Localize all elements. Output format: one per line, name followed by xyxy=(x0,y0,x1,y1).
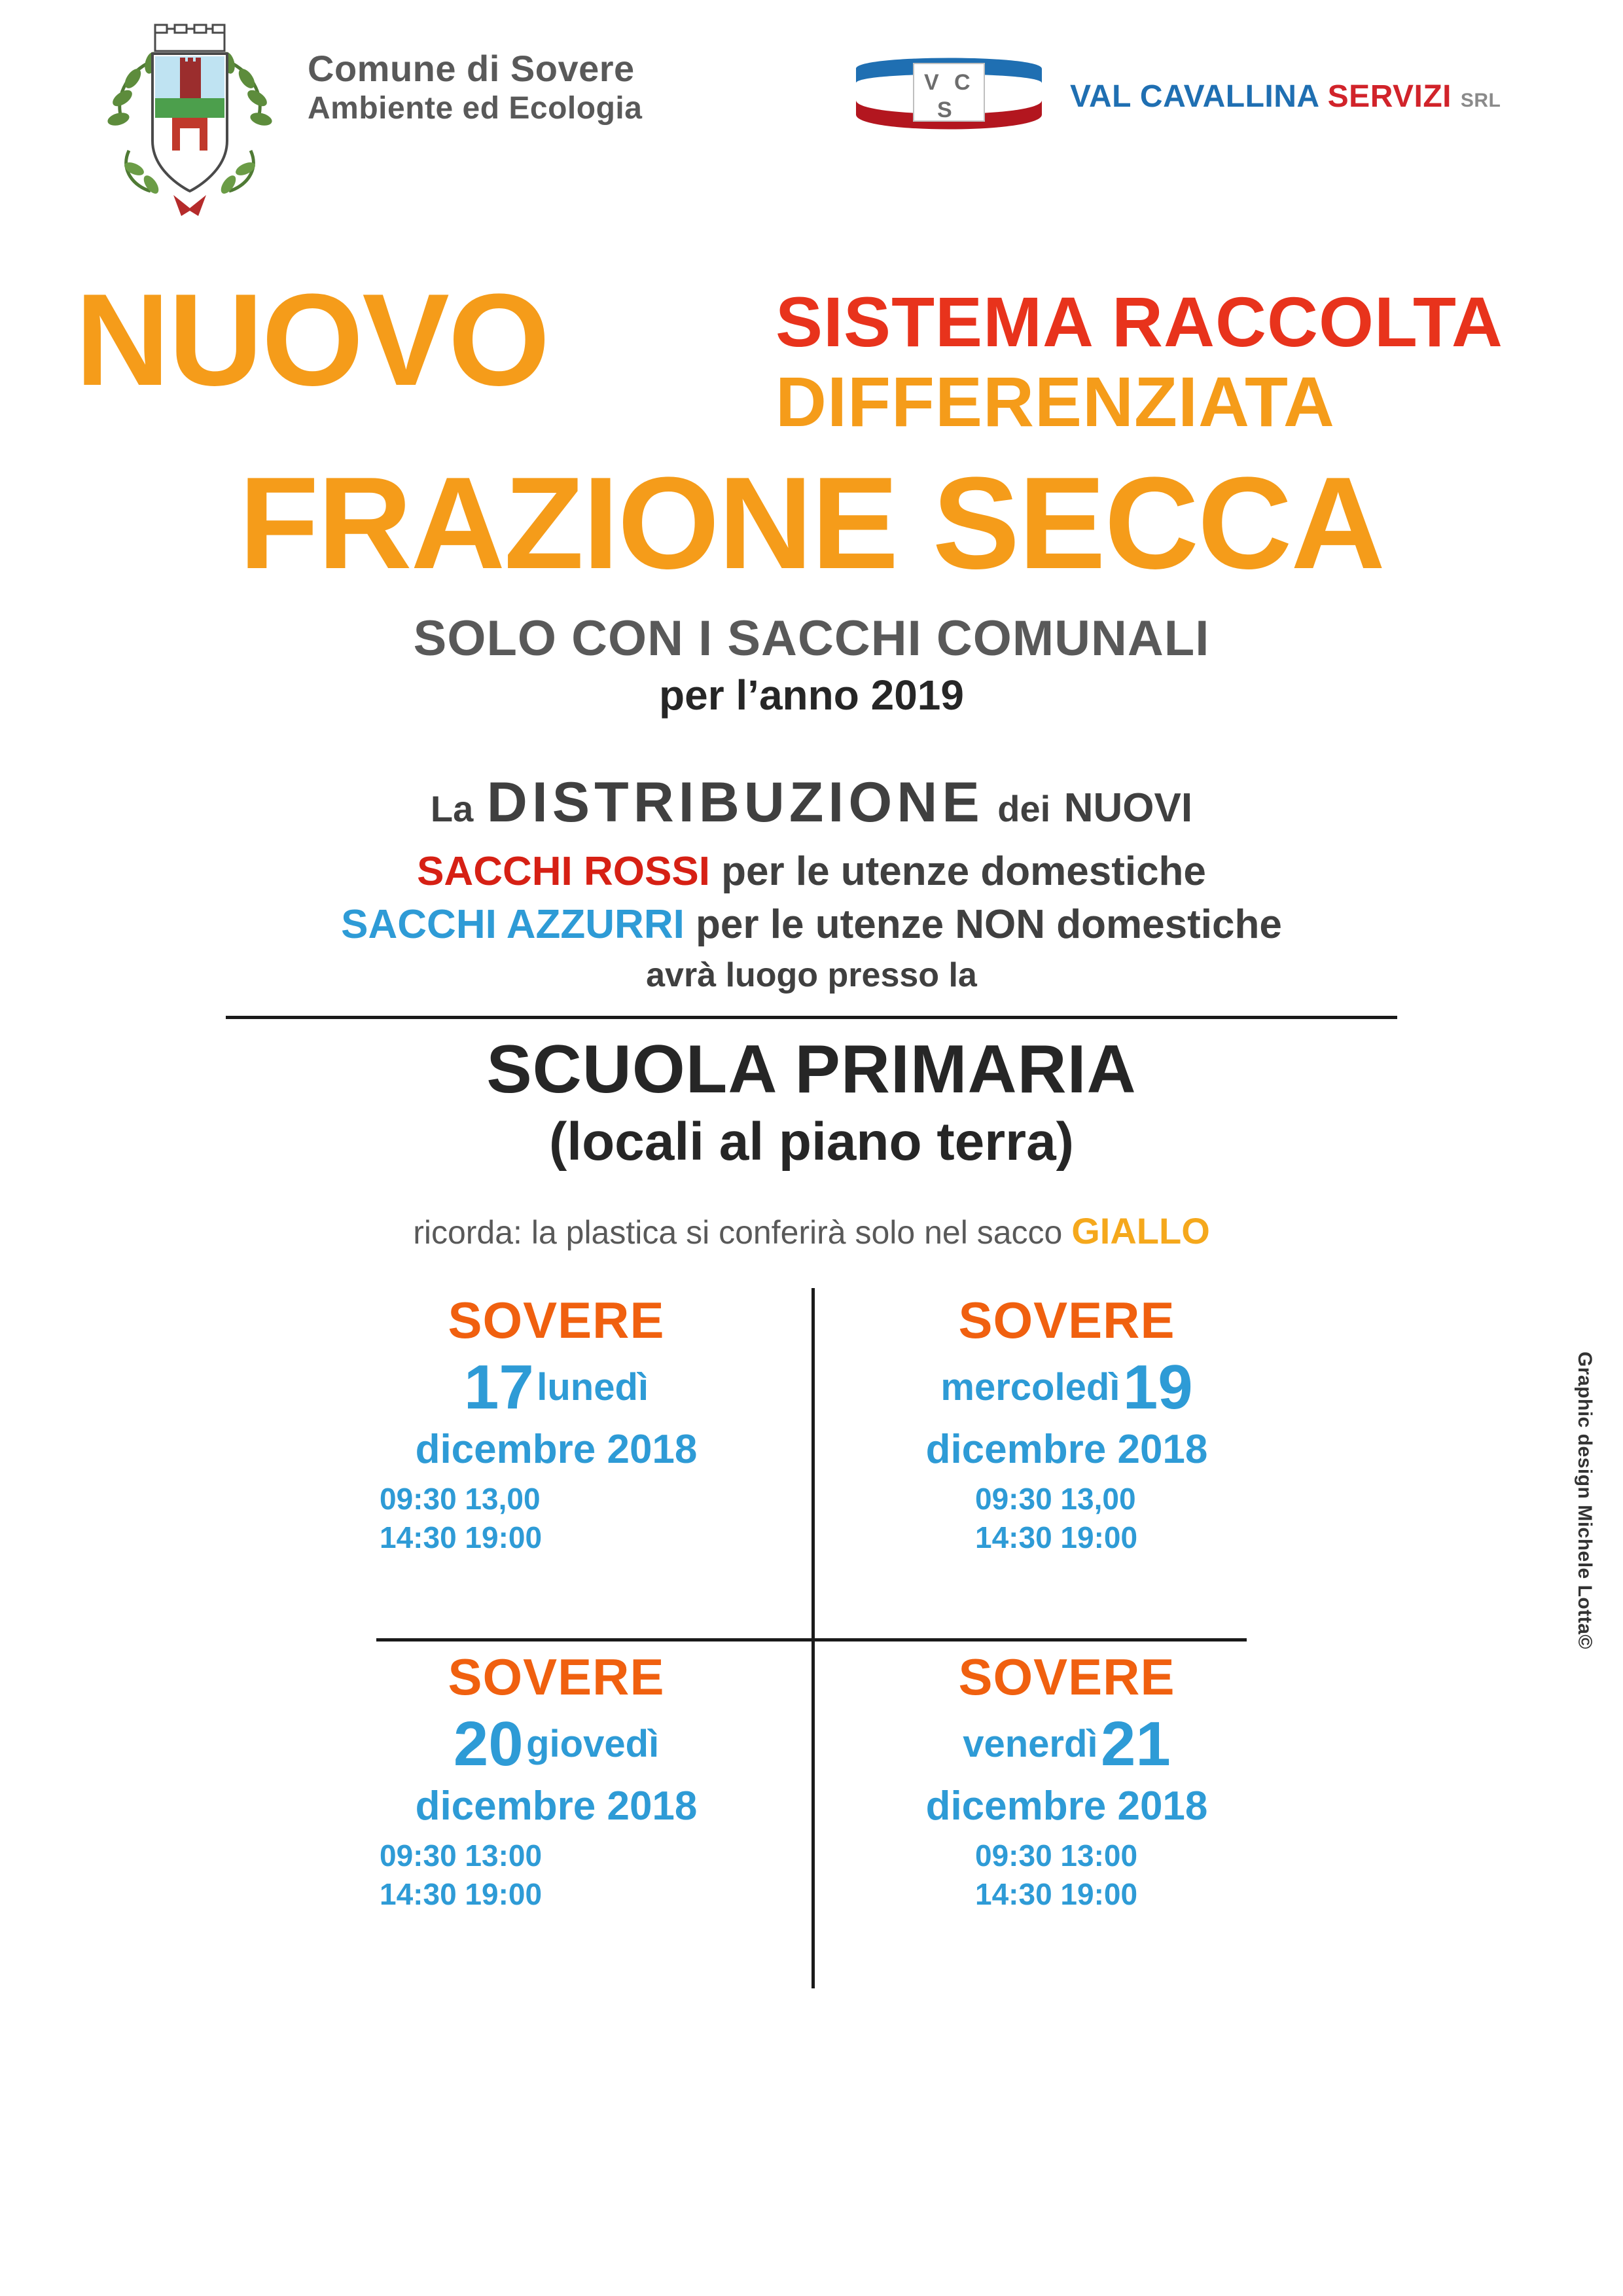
poster-title-block xyxy=(0,267,1623,719)
date-city: SOVERE xyxy=(448,1648,665,1706)
date-month-year: dicembre 2018 xyxy=(415,1784,698,1829)
date-hours-morning: 09:30 13:00 xyxy=(975,1839,1138,1873)
comune-department: Ambiente ed Ecologia xyxy=(308,91,643,126)
date-city: SOVERE xyxy=(448,1291,665,1349)
vcs-name-secondary: SERVIZI xyxy=(1327,79,1452,114)
graphic-design-credit: Graphic design Michele Lotta© xyxy=(1574,1351,1596,1649)
svg-text:V: V xyxy=(924,70,939,95)
distribution-headline xyxy=(0,770,1623,835)
date-month-year: dicembre 2018 xyxy=(415,1427,698,1472)
date-hours xyxy=(838,1480,1296,1557)
date-hours-afternoon: 14:30 19:00 xyxy=(380,1876,543,1911)
date-hours-morning: 09:30 13,00 xyxy=(380,1482,541,1516)
date-day-name: giovedì xyxy=(526,1723,660,1765)
distribution-nuovi: NUOVI xyxy=(1063,785,1193,831)
comune-name: Comune di Sovere xyxy=(308,48,635,89)
vcs-name-suffix: SRL xyxy=(1460,90,1501,111)
venue-detail: (locali al piano terra) xyxy=(549,1112,1074,1172)
date-cell xyxy=(838,1648,1296,1979)
distribution-block xyxy=(0,770,1623,995)
subtitle-per-anno: per l’anno 2019 xyxy=(659,672,964,719)
title-differenziata: DIFFERENZIATA xyxy=(776,362,1335,441)
date-hours xyxy=(838,1837,1296,1914)
svg-text:C: C xyxy=(954,70,971,95)
date-day-row xyxy=(838,1709,1296,1779)
distribution-keyword: DISTRIBUZIONE xyxy=(486,771,984,834)
date-month-year: dicembre 2018 xyxy=(925,1427,1208,1472)
date-cell xyxy=(838,1291,1296,1622)
poster-header xyxy=(0,0,1623,255)
date-hours-afternoon: 14:30 19:00 xyxy=(975,1876,1138,1911)
date-day-row xyxy=(838,1352,1296,1422)
date-day-name: venerdì xyxy=(963,1723,1098,1765)
date-city: SOVERE xyxy=(958,1648,1175,1706)
date-hours-morning: 09:30 13,00 xyxy=(975,1482,1136,1516)
title-nuovo: NUOVO xyxy=(75,267,549,413)
vcs-logo-icon xyxy=(851,49,1047,144)
date-hours-morning: 09:30 13:00 xyxy=(380,1839,543,1873)
line-sacchi-azzurri xyxy=(0,901,1623,948)
sacchi-azzurri-rest: per le utenze NON domestiche xyxy=(684,902,1282,947)
subtitle-solo-sacchi: SOLO CON I SACCHI COMUNALI xyxy=(413,611,1210,666)
date-cell xyxy=(327,1291,785,1622)
venue-name: SCUOLA PRIMARIA xyxy=(486,1031,1137,1107)
sacchi-rossi-rest: per le utenze domestiche xyxy=(709,849,1206,894)
date-day-row xyxy=(327,1352,785,1422)
sacchi-azzurri-highlight: SACCHI AZZURRI xyxy=(341,902,685,947)
date-cell xyxy=(327,1648,785,1979)
venue-divider xyxy=(226,1016,1397,1019)
date-hours-afternoon: 14:30 19:00 xyxy=(380,1520,543,1554)
date-day-number: 19 xyxy=(1122,1352,1193,1422)
distribution-article: La xyxy=(430,788,474,829)
date-day-name: mercoledì xyxy=(940,1366,1120,1408)
plastic-reminder xyxy=(0,1210,1623,1252)
line-avra-luogo: avrà luogo presso la xyxy=(646,956,977,994)
date-city: SOVERE xyxy=(958,1291,1175,1349)
date-day-number: 21 xyxy=(1101,1709,1171,1779)
distribution-dates-grid xyxy=(301,1288,1322,1988)
date-month-year: dicembre 2018 xyxy=(925,1784,1208,1829)
date-day-row xyxy=(327,1709,785,1779)
date-hours xyxy=(327,1480,785,1557)
date-day-number: 17 xyxy=(463,1352,534,1422)
date-hours xyxy=(327,1837,785,1914)
grid-horizontal-divider xyxy=(376,1638,1247,1641)
plastic-reminder-text: ricorda: la plastica si conferirà solo nel sacco xyxy=(413,1214,1072,1251)
vcs-company-name xyxy=(1070,79,1501,115)
date-day-number: 20 xyxy=(453,1709,524,1779)
comune-crest-icon xyxy=(95,20,285,236)
comune-title-block xyxy=(308,47,642,128)
title-frazione-secca: FRAZIONE SECCA xyxy=(239,450,1384,596)
date-day-name: lunedì xyxy=(537,1366,649,1408)
date-hours-afternoon: 14:30 19:00 xyxy=(975,1520,1138,1554)
title-row-top xyxy=(0,267,1623,452)
line-sacchi-rossi xyxy=(0,848,1623,895)
title-sistema-raccolta: SISTEMA RACCOLTA xyxy=(776,282,1503,361)
vcs-name-primary: VAL CAVALLINA xyxy=(1070,79,1328,114)
svg-text:S: S xyxy=(937,98,952,122)
sacchi-rossi-highlight: SACCHI ROSSI xyxy=(417,849,710,894)
plastic-reminder-highlight: GIALLO xyxy=(1071,1210,1210,1251)
distribution-preposition: dei xyxy=(997,788,1051,829)
